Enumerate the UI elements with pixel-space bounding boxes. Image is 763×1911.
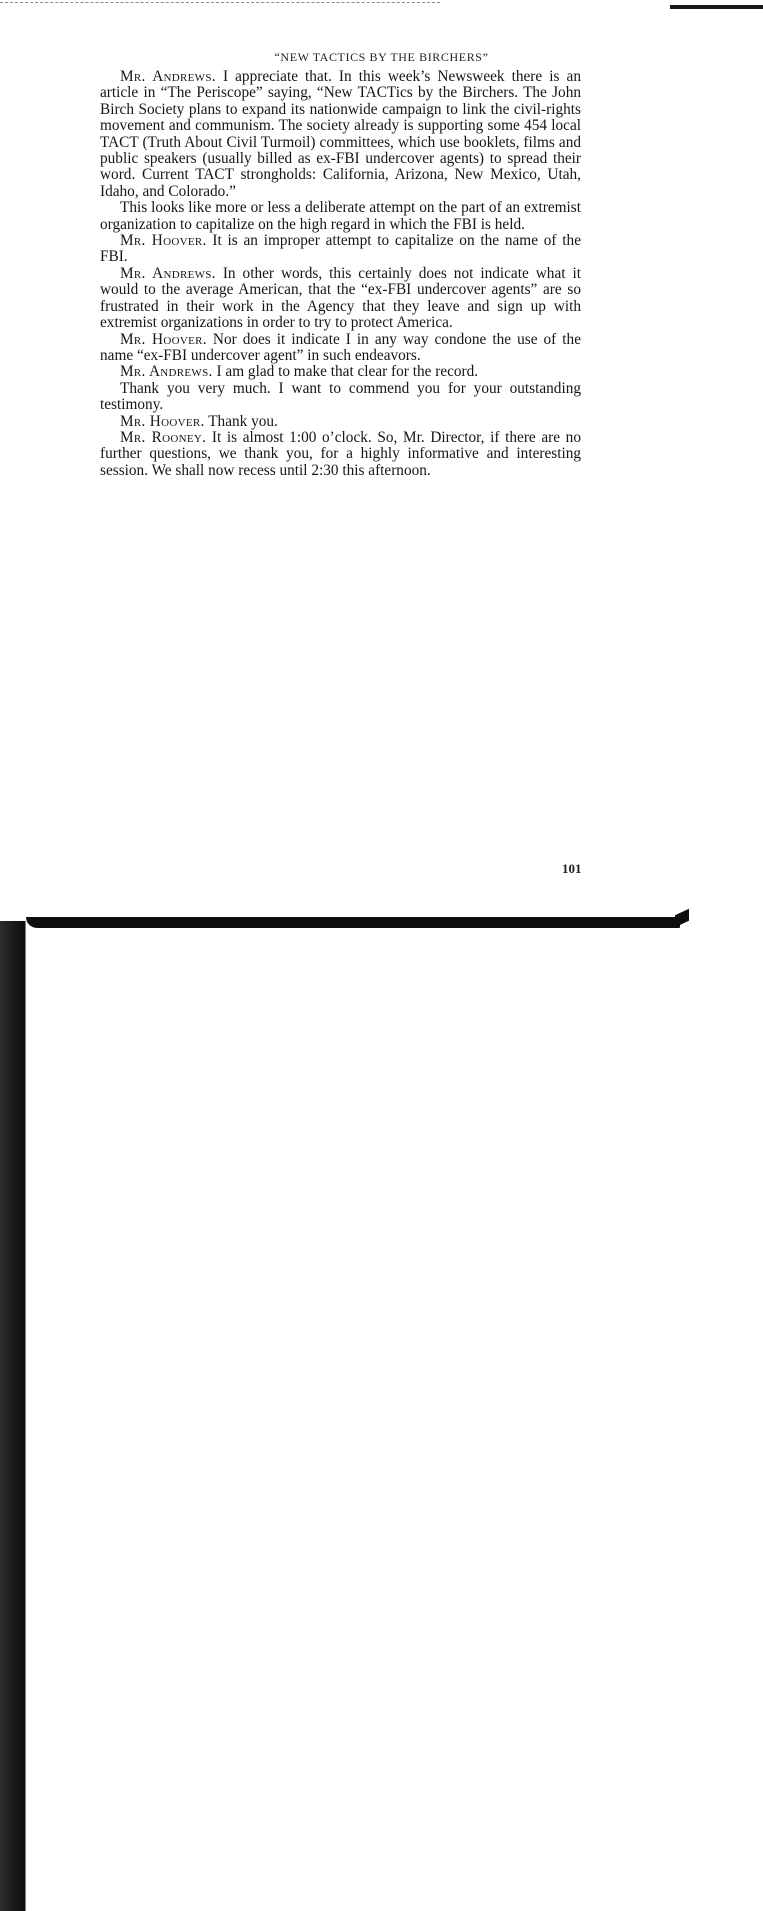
paragraph (100, 266, 581, 332)
paragraph-text: Thank you very much. I want to commend you for your outstanding testimony. (100, 379, 581, 414)
page-body (100, 69, 581, 479)
scan-edge-mark (670, 5, 763, 9)
paragraph-text: Thank you. (204, 412, 278, 430)
speaker-name: Mr. Hoover. (120, 412, 205, 430)
paragraph (100, 233, 581, 266)
paragraph (100, 381, 581, 414)
paragraph (100, 364, 581, 380)
scan-bottom-rule (26, 917, 680, 928)
paragraph-text: It is an improper attempt to capitalize on the name of the FBI. (100, 232, 581, 266)
paragraph-text: I appreciate that. In this week’s Newsweek there is an article in “The Periscope” saying, “New TACTics by the Birchers. The John Birch Society plans to expand its nationwide campaign to link the civil-rights movement and communism. The society already is supporting some 454 local TACT (Truth About Civil Turmoil) committees, which use booklets, films and public speakers (usually billed as ex-FBI undercover agents) to spread their word. Current TACT strongholds: California, Arizona, New Mexico, Utah, Idaho, and Colorado.” (100, 68, 581, 200)
speaker-name: Mr. Andrews. (120, 264, 216, 282)
paragraph-text: I am glad to make that clear for the record. (212, 363, 479, 381)
scan-binding-edge (0, 921, 680, 1911)
speaker-name: Mr. Andrews. (120, 68, 216, 85)
page-number: 101 (562, 861, 582, 876)
paragraph (100, 200, 581, 233)
scan-top-rule (0, 2, 440, 3)
paragraph-text: It is almost 1:00 o’clock. So, Mr. Director, if there are no further questions, we thank you, for a highly informative and interesting session. We shall now recess until 2:30 this afternoon. (100, 428, 581, 479)
paragraph-text: Nor does it indicate I in any way condone the use of the name “ex-FBI undercover agent” in such endeavors. (100, 330, 581, 364)
speaker-name: Mr. Hoover. (120, 232, 207, 250)
speaker-name: Mr. Rooney. (120, 428, 207, 446)
paragraph-text: This looks like more or less a deliberate attempt on the part of an extremist organization to capitalize on the high regard in which the FBI is held. (100, 199, 581, 233)
paragraph (100, 332, 581, 365)
paragraph (100, 430, 581, 479)
paragraph (100, 414, 581, 430)
speaker-name: Mr. Andrews. (120, 363, 213, 381)
speaker-name: Mr. Hoover. (120, 330, 207, 348)
paragraph-text: In other words, this certainly does not indicate what it would to the average American, that the “ex-FBI undercover agents” are so frustrated in their work in the Agency that they leave and sign up with extremist organizations in order to try to protect America. (100, 264, 581, 332)
scan-bottom-rule-tail (675, 909, 689, 928)
paragraph (100, 69, 581, 200)
running-head: “NEW TACTICS BY THE BIRCHERS” (274, 50, 489, 64)
